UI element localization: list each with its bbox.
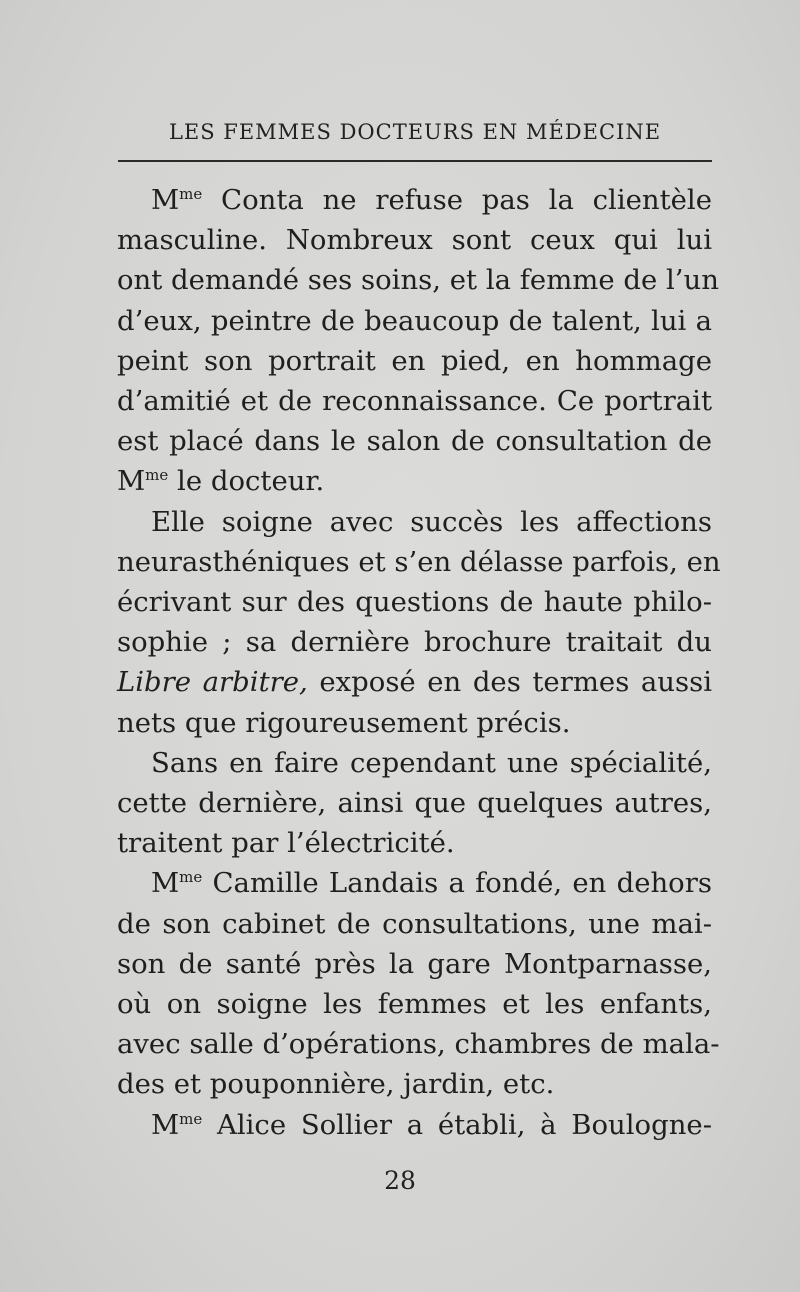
- abbr-m: M: [151, 1108, 180, 1141]
- text-line: d’amitié et de reconnaissance. Ce portrait: [117, 385, 712, 418]
- text-line: neurasthéniques et s’en délasse parfois, en: [117, 545, 721, 578]
- text-line: des et pouponnière, jardin, etc.: [117, 1068, 555, 1101]
- body-text: [117, 180, 721, 1145]
- line-text: exposé en des termes aussi: [307, 666, 713, 699]
- text-line: peint son portrait en pied, en hommage: [117, 344, 712, 377]
- line-text: Alice Sollier a établi, à Boulogne-: [202, 1108, 712, 1141]
- text-line: [117, 863, 712, 903]
- text-line: [117, 180, 712, 220]
- text-line: ont demandé ses soins, et la femme de l’un: [117, 264, 719, 297]
- text-line: [117, 1105, 712, 1145]
- line-text: Camille Landais a fondé, en dehors: [202, 867, 712, 900]
- text-line: nets que rigoureusement précis.: [117, 706, 571, 739]
- italic-title: Libre arbitre,: [117, 666, 308, 699]
- text-line: son de santé près la gare Montparnasse,: [117, 947, 712, 980]
- header-rule: [118, 160, 712, 162]
- text-line: cette dernière, ainsi que quelques autres,: [117, 787, 712, 820]
- abbr-sup: me: [179, 868, 203, 887]
- text-line: avec salle d’opérations, chambres de mala-: [117, 1028, 720, 1061]
- abbr-m: M: [117, 465, 146, 498]
- text-line: [117, 461, 712, 501]
- line-text: Conta ne refuse pas la clientèle: [202, 184, 712, 216]
- text-line: traitent par l’électricité.: [117, 827, 455, 860]
- line-text: le docteur.: [168, 465, 325, 498]
- text-line: sophie ; sa dernière brochure traitait du: [117, 626, 712, 659]
- abbr-sup: me: [145, 466, 169, 485]
- text-line: d’eux, peintre de beaucoup de talent, lui a: [117, 304, 712, 337]
- text-line: est placé dans le salon de consultation de: [117, 425, 712, 458]
- text-line: écrivant sur des questions de haute philo-: [117, 586, 712, 619]
- abbr-sup: me: [179, 1109, 203, 1128]
- text-line: masculine. Nombreux sont ceux qui lui: [117, 224, 712, 257]
- page-number: 28: [384, 1166, 416, 1195]
- text-line: [117, 662, 712, 702]
- abbr-m: M: [151, 867, 180, 900]
- running-header: LES FEMMES DOCTEURS EN MÉDECINE: [168, 120, 662, 144]
- text-line: où on soigne les femmes et les enfants,: [117, 988, 712, 1021]
- abbr-sup: me: [179, 185, 203, 203]
- text-line: Sans en faire cependant une spécialité,: [151, 746, 712, 779]
- text-line: Elle soigne avec succès les affections: [151, 505, 712, 538]
- abbr-m: M: [151, 184, 180, 216]
- text-line: de son cabinet de consultations, une mai-: [117, 907, 712, 940]
